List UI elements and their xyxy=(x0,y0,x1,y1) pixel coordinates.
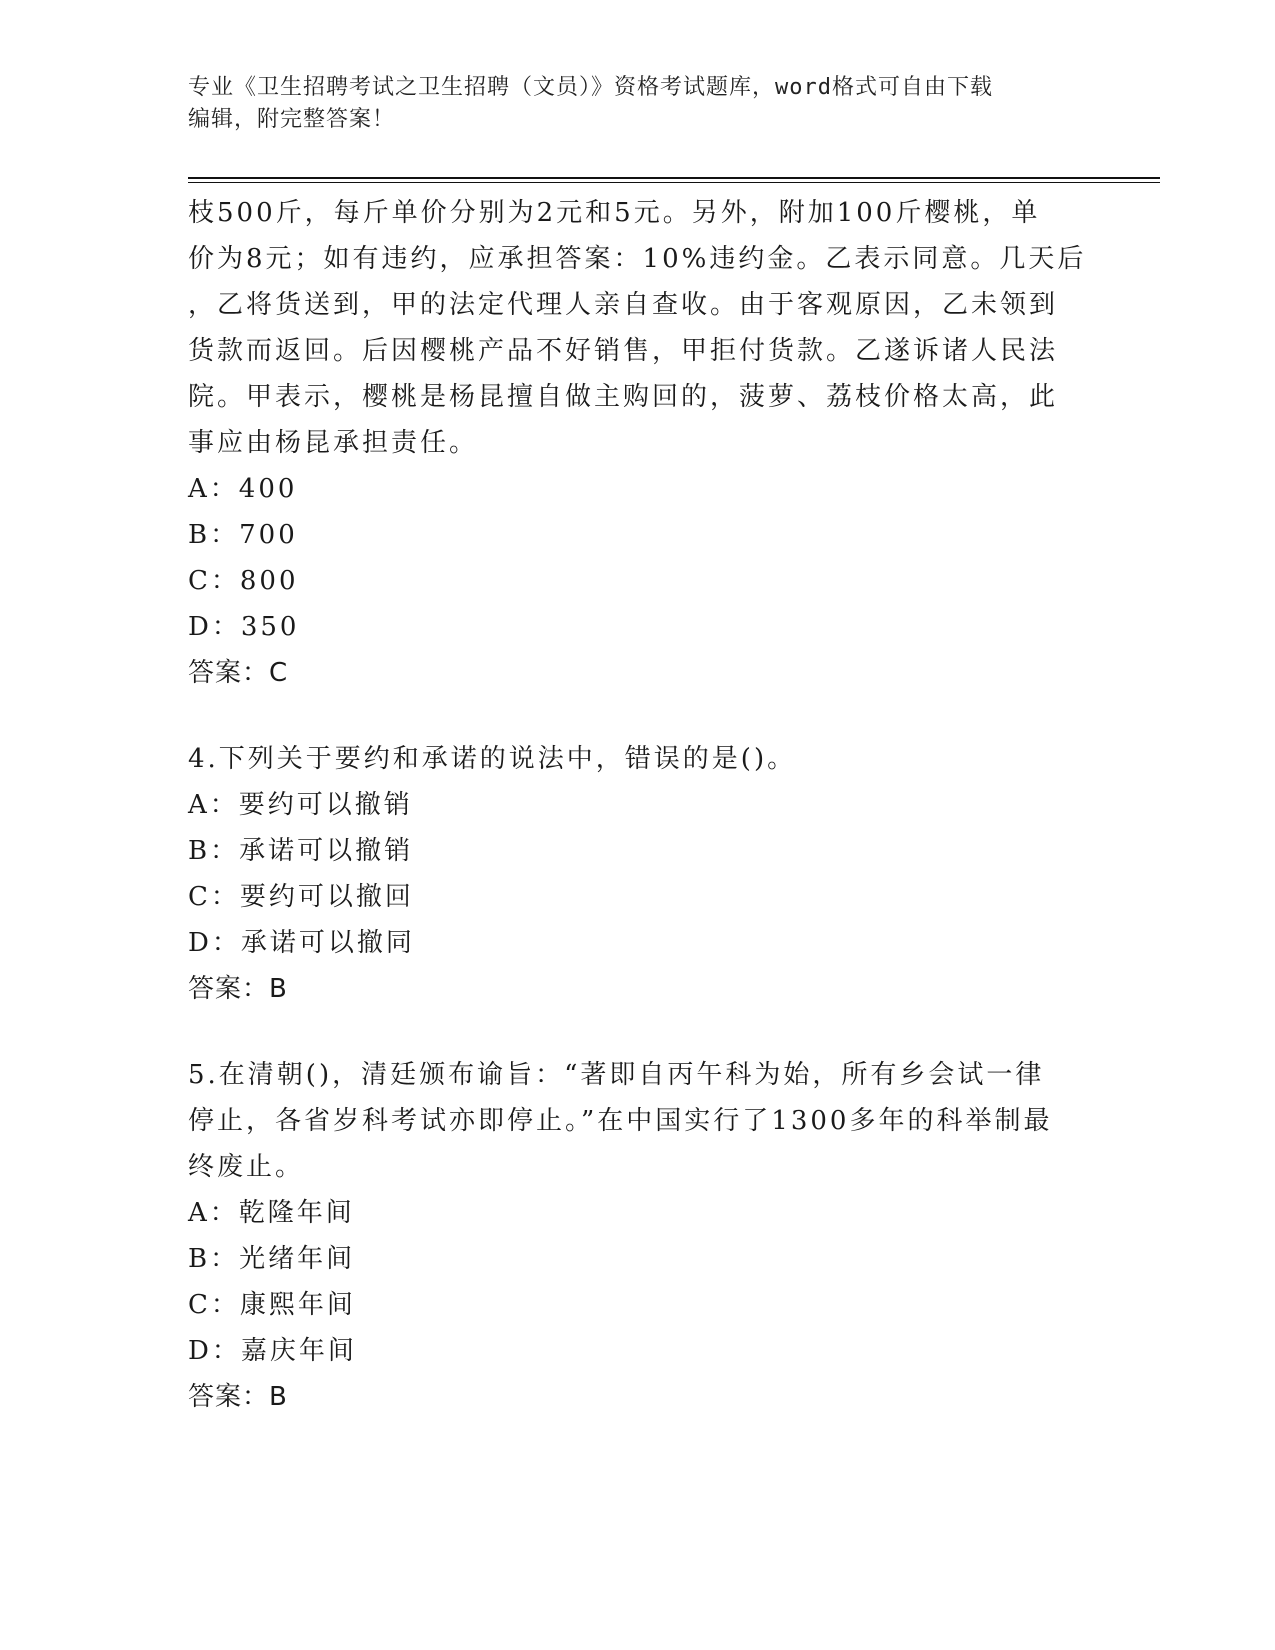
question-4-text: 4.下列关于要约和承诺的说法中，错误的是()。 xyxy=(188,744,797,774)
question-line: 终废止。 xyxy=(188,1152,305,1182)
question-4-answer: 答案：B xyxy=(188,974,288,1004)
question-3-passage xyxy=(188,190,1088,466)
question-4-options xyxy=(188,782,1088,966)
page-header xyxy=(188,72,1068,136)
question-line: 5.在清朝()，清廷颁布谕旨：“著即自丙午科为始，所有乡会试一律 xyxy=(188,1060,1045,1090)
question-5-answer: 答案：B xyxy=(188,1382,288,1412)
question-3-answer: 答案：C xyxy=(188,658,289,688)
option-c: C：康熙年间 xyxy=(188,1290,356,1320)
passage-line: 事应由杨昆承担责任。 xyxy=(188,428,479,458)
question-spacer xyxy=(188,696,1088,736)
question-content xyxy=(188,190,1088,1420)
passage-line: 院。甲表示，樱桃是杨昆擅自做主购回的，菠萝、荔枝价格太高，此 xyxy=(188,382,1059,412)
question-5-text xyxy=(188,1052,1088,1190)
passage-line: 枝500斤，每斤单价分别为2元和5元。另外，附加100斤樱桃，单 xyxy=(188,198,1041,228)
header-line-2: 编辑，附完整答案！ xyxy=(188,107,396,132)
option-b: B：光绪年间 xyxy=(188,1244,356,1274)
question-spacer xyxy=(188,1012,1088,1052)
passage-line: ，乙将货送到，甲的法定代理人亲自查收。由于客观原因，乙未领到 xyxy=(188,290,1059,320)
passage-line: 货款而返回。后因樱桃产品不好销售，甲拒付货款。乙遂诉诸人民法 xyxy=(188,336,1059,366)
option-d: D：350 xyxy=(188,612,300,642)
option-b: B：承诺可以撤销 xyxy=(188,836,414,866)
option-a: A：400 xyxy=(188,474,298,504)
header-line-1: 专业《卫生招聘考试之卫生招聘（文员）》资格考试题库，word格式可自由下载 xyxy=(188,75,993,100)
question-5-options xyxy=(188,1190,1088,1374)
option-a: A：乾隆年间 xyxy=(188,1198,355,1228)
option-a: A：要约可以撤销 xyxy=(188,790,413,820)
header-divider-thin xyxy=(188,182,1160,183)
option-b: B：700 xyxy=(188,520,298,550)
question-line: 停止，各省岁科考试亦即停止。”在中国实行了1300多年的科举制最 xyxy=(188,1106,1053,1136)
question-3-options xyxy=(188,466,1088,650)
header-divider-thick xyxy=(188,177,1160,179)
option-d: D：嘉庆年间 xyxy=(188,1336,357,1366)
option-c: C：要约可以撤回 xyxy=(188,882,414,912)
passage-line: 价为8元；如有违约，应承担答案：10%违约金。乙表示同意。几天后 xyxy=(188,244,1087,274)
option-d: D：承诺可以撤同 xyxy=(188,928,415,958)
option-c: C：800 xyxy=(188,566,299,596)
